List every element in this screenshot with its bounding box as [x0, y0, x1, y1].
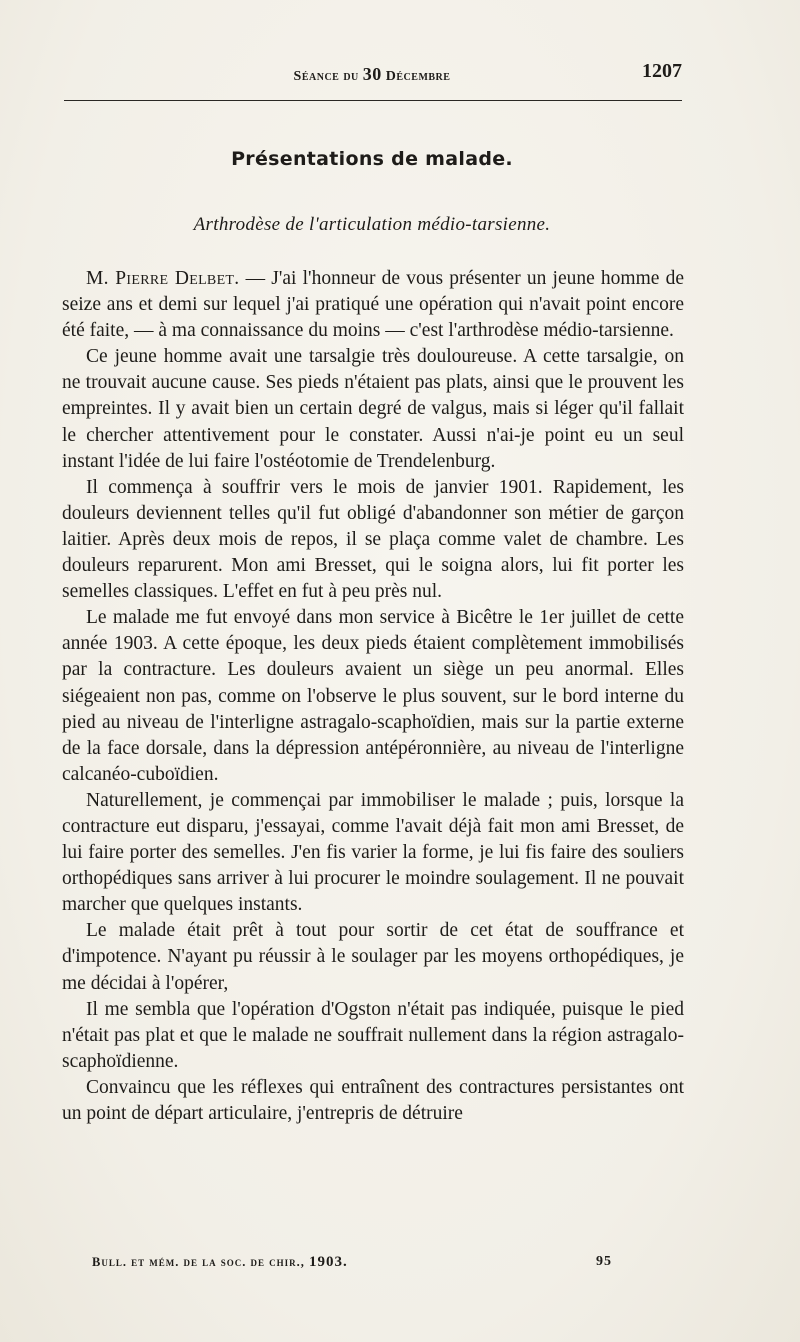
article-subtitle: Arthrodèse de l'articulation médio-tarsienne.: [193, 214, 551, 235]
running-title-prefix: Séance du: [293, 69, 359, 84]
footer-publication-title: Bull. et mém. de la soc. de chir.,: [92, 1255, 305, 1269]
section-title: Présentations de malade.: [231, 148, 513, 170]
body-text: [62, 266, 684, 1127]
paragraph: Le malade était prêt à tout pour sortir de cet état de souffrance et d'impotence. N'ayant pu réussir à le soulager par les moyens orthopédiques, je me décidai à l'opérer,: [62, 920, 684, 994]
paragraph-text: — J'ai l'honneur de vous présenter un jeune homme de seize ans et demi sur lequel j'ai pratiqué une opération qui n'avait point encore été faite, — à ma connaissance du moins — c'est l'arthrodèse médio-tarsienne.: [62, 268, 684, 342]
running-title: [62, 64, 682, 85]
paragraph: Le malade me fut envoyé dans mon service à Bicêtre le 1er juillet de cette année 1903. A cette époque, les deux pieds étaient complètement immobilisés par la contracture. Les douleurs avaient un siège un peu anormal. Elles siégeaient non pas, comme on l'observe le plus souvent, sur le bord interne du pied au niveau de l'interligne astragalo-scaphoïdien, mais sur la partie externe de la face dorsale, dans la dépression antépéronnière, au niveau de l'interligne calcanéo-cuboïdien.: [62, 607, 684, 785]
running-head: [62, 60, 682, 88]
paragraph: Il me sembla que l'opération d'Ogston n'était pas indiquée, puisque le pied n'était pas plat et que le malade ne souffrait nullement dans la région astragalo-scaphoïdienne.: [62, 998, 684, 1072]
paragraph: [62, 266, 684, 344]
paragraph: Ce jeune homme avait une tarsalgie très douloureuse. A cette tarsalgie, on ne trouvait aucune cause. Ses pieds n'étaient pas plats, ainsi que le prouvent les empreintes. Il y avait bien un certain degré de valgus, mais si léger qu'il fallait le chercher attentivement pour le constater. Aussi n'ai-je point eu un seul instant l'idée de lui faire l'ostéotomie de Trendelenburg.: [62, 346, 684, 472]
paragraph: Il commença à souffrir vers le mois de janvier 1901. Rapidement, les douleurs deviennent telles qu'il fut obligé d'abandonner son métier de garçon laitier. Après deux mois de repos, il se plaça comme valet de chambre. Les douleurs reparurent. Mon ami Bresset, qui le soigna alors, lui fit porter les semelles classiques. L'effet en fut à peu près nul.: [62, 476, 684, 603]
running-title-month: Décembre: [385, 69, 451, 84]
page-footer: [92, 1254, 672, 1274]
paragraph: Naturellement, je commençai par immobiliser le malade ; puis, lorsque la contracture eut disparu, j'essayai, comme l'avait déjà fait mon ami Bresset, de lui faire porter des semelles. J'en fis varier la forme, je lui fis faire des souliers orthopédiques sans arriver à lui procurer le moindre soulagement. Il ne pouvait marcher que quelques instants.: [62, 789, 684, 916]
author-name: M. Pierre Delbet.: [86, 268, 240, 289]
footer-publication: [92, 1254, 348, 1271]
page-number: 1207: [642, 60, 682, 82]
footer-signature: 95: [596, 1254, 612, 1269]
running-title-day: 30: [362, 64, 382, 84]
footer-year: 1903.: [308, 1254, 348, 1270]
paragraph: Convaincu que les réflexes qui entraînent des contractures persistantes ont un point de départ articulaire, j'entrepris de détruire: [62, 1076, 684, 1124]
header-rule: [64, 100, 682, 101]
